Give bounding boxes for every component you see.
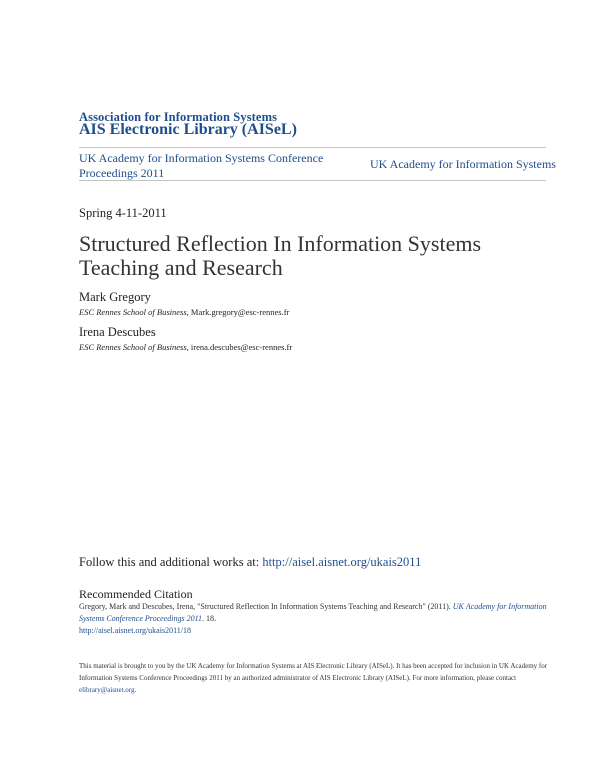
author-2 (79, 325, 292, 352)
author-affiliation: ESC Rennes School of Business, irena.descubes@esc-rennes.fr (79, 342, 293, 352)
affiliation-name: ESC Rennes School of Business (79, 342, 187, 352)
citation-number: . 18. (202, 614, 217, 623)
conference-proceedings-link[interactable]: UK Academy for Information Systems Conference Proceedings 2011 (79, 151, 324, 180)
notice-end: . (134, 686, 137, 694)
paper-title: Structured Reflection In Information Systems Teaching and Research (79, 231, 482, 280)
recommended-citation-heading: Recommended Citation (79, 587, 193, 601)
organization-name: Association for Information Systems (79, 110, 278, 124)
divider-top (79, 147, 546, 148)
library-name[interactable]: AIS Electronic Library (AISeL) (79, 121, 297, 138)
author-affiliation: ESC Rennes School of Business, Mark.gregory@esc-rennes.fr (79, 307, 290, 317)
notice-text (79, 660, 549, 696)
citation-text: Gregory, Mark and Descubes, Irena, "Structured Reflection In Information Systems Teaching and Research" (2011). (79, 602, 451, 611)
divider-bottom (79, 180, 546, 181)
follow-line (79, 555, 421, 570)
citation-body (79, 601, 549, 637)
author-1 (79, 290, 289, 317)
author-email: irena.descubes@esc-rennes.fr (190, 342, 293, 352)
follow-url-link[interactable]: http://aisel.aisnet.org/ukais2011 (262, 555, 422, 569)
citation-venue: UK Academy for Information Systems Conference Proceedings 2011 (79, 602, 547, 623)
author-email: Mark.gregory@esc-rennes.fr (190, 307, 290, 317)
publication-date: Spring 4-11-2011 (79, 206, 167, 220)
ukais-link[interactable]: UK Academy for Information Systems (370, 157, 556, 171)
contact-email-link[interactable]: elibrary@aisnet.org (79, 686, 135, 694)
author-name: Irena Descubes (79, 325, 156, 339)
follow-text: Follow this and additional works at: (79, 555, 260, 569)
author-name: Mark Gregory (79, 290, 151, 304)
affiliation-name: ESC Rennes School of Business (79, 307, 187, 317)
citation-url-link[interactable]: http://aisel.aisnet.org/ukais2011/18 (79, 626, 191, 635)
notice-body: This material is brought to you by the UK Academy for Information Systems at AIS Electronic Library (AISeL). It has been accepted for inclusion in UK Academy for Information Systems Conference Proceedings 2011 by an authorized administrator of AIS Electronic Library (AISeL). For more information, please contact (79, 662, 548, 682)
